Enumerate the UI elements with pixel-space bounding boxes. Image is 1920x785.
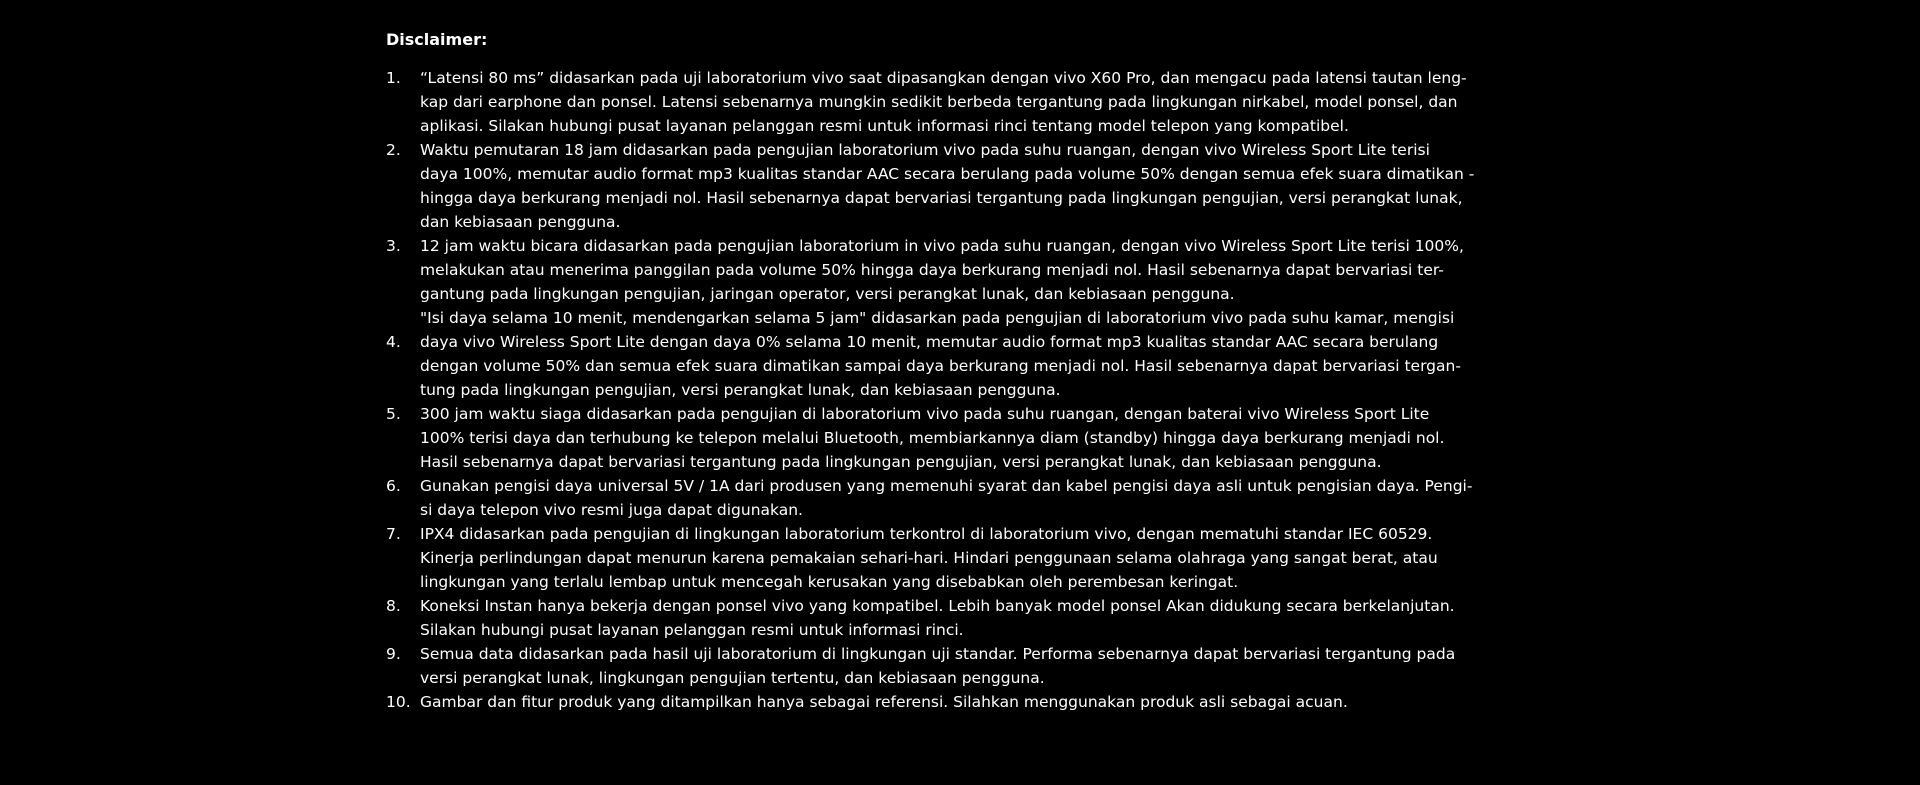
disclaimer-item — [386, 690, 1551, 714]
disclaimer-item-text — [420, 522, 1551, 594]
disclaimer-item — [386, 306, 1551, 402]
disclaimer-item-text — [420, 642, 1551, 690]
disclaimer-item-line: IPX4 didasarkan pada pengujian di lingkungan laboratorium terkontrol di laboratorium vivo, dengan mematuhi standar IEC 60529. — [420, 525, 1433, 543]
disclaimer-item — [386, 642, 1551, 690]
disclaimer-item-line: 300 jam waktu siaga didasarkan pada pengujian di laboratorium vivo pada suhu ruangan, dengan baterai vivo Wireless Sport Lite — [420, 405, 1430, 423]
disclaimer-item-number: 2. — [386, 141, 401, 159]
disclaimer-item-line: tung pada lingkungan pengujian, versi perangkat lunak, dan kebiasaan pengguna. — [420, 381, 1061, 399]
disclaimer-item — [386, 234, 1551, 306]
disclaimer-item-line: si daya telepon vivo resmi juga dapat digunakan. — [420, 501, 803, 519]
disclaimer-item-line: Waktu pemutaran 18 jam didasarkan pada pengujian laboratorium vivo pada suhu ruangan, dengan vivo Wireless Sport Lite terisi — [420, 141, 1430, 159]
disclaimer-item-line: 100% terisi daya dan terhubung ke telepon melalui Bluetooth, membiarkannya diam (standby) hingga daya berkurang menjadi nol. — [420, 429, 1445, 447]
disclaimer-item-line: daya 100%, memutar audio format mp3 kualitas standar AAC secara berulang pada volume 50% dengan semua efek suara dimatikan - — [420, 165, 1475, 183]
disclaimer-title: Disclaimer: — [386, 30, 488, 49]
disclaimer-section — [386, 28, 1551, 714]
disclaimer-item-number: 9. — [386, 645, 401, 663]
disclaimer-item-line: “Latensi 80 ms” didasarkan pada uji laboratorium vivo saat dipasangkan dengan vivo X60 Pro, dan mengacu pada latensi tautan leng- — [420, 69, 1467, 87]
disclaimer-item-number: 5. — [386, 405, 401, 423]
disclaimer-item — [386, 522, 1551, 594]
disclaimer-item-line: "Isi daya selama 10 menit, mendengarkan selama 5 jam" didasarkan pada pengujian di laboratorium vivo pada suhu kamar, mengisi — [420, 309, 1455, 327]
disclaimer-item-line: kap dari earphone dan ponsel. Latensi sebenarnya mungkin sedikit berbeda tergantung pada lingkungan nirkabel, model ponsel, dan — [420, 93, 1458, 111]
disclaimer-item-text — [420, 306, 1551, 402]
disclaimer-item-line: aplikasi. Silakan hubungi pusat layanan pelanggan resmi untuk informasi rinci tentang model telepon yang kompatibel. — [420, 117, 1349, 135]
disclaimer-item-text — [420, 474, 1551, 522]
disclaimer-item-line: Koneksi Instan hanya bekerja dengan ponsel vivo yang kompatibel. Lebih banyak model ponsel Akan didukung secara berkelanjutan. — [420, 597, 1455, 615]
disclaimer-item-number: 3. — [386, 237, 401, 255]
disclaimer-item — [386, 402, 1551, 474]
disclaimer-item-line: Kinerja perlindungan dapat menurun karena pemakaian sehari-hari. Hindari penggunaan selama olahraga yang sangat berat, atau — [420, 549, 1438, 567]
disclaimer-item-text — [420, 234, 1551, 306]
disclaimer-item-text — [420, 138, 1551, 234]
disclaimer-item — [386, 138, 1551, 234]
disclaimer-item-number: 8. — [386, 597, 401, 615]
disclaimer-item — [386, 474, 1551, 522]
disclaimer-item-number: 6. — [386, 477, 401, 495]
disclaimer-item-line: Gunakan pengisi daya universal 5V / 1A dari produsen yang memenuhi syarat dan kabel pengisi daya asli untuk pengisian daya. Pengi- — [420, 477, 1473, 495]
disclaimer-item — [386, 594, 1551, 642]
disclaimer-item-number: 10. — [386, 693, 411, 711]
disclaimer-item-line: Gambar dan fitur produk yang ditampilkan hanya sebagai referensi. Silahkan menggunakan produk asli sebagai acuan. — [420, 693, 1348, 711]
disclaimer-item-line: 12 jam waktu bicara didasarkan pada pengujian laboratorium in vivo pada suhu ruangan, dengan vivo Wireless Sport Lite terisi 100%, — [420, 237, 1464, 255]
disclaimer-item-line: dengan volume 50% dan semua efek suara dimatikan sampai daya berkurang menjadi nol. Hasil sebenarnya dapat bervariasi tergan- — [420, 357, 1461, 375]
disclaimer-item-line: Hasil sebenarnya dapat bervariasi tergantung pada lingkungan pengujian, versi perangkat lunak, dan kebiasaan pengguna. — [420, 453, 1382, 471]
disclaimer-item-line: Semua data didasarkan pada hasil uji laboratorium di lingkungan uji standar. Performa sebenarnya dapat bervariasi tergantung pada — [420, 645, 1456, 663]
disclaimer-item — [386, 66, 1551, 138]
disclaimer-item-line: gantung pada lingkungan pengujian, jaringan operator, versi perangkat lunak, dan kebiasaan pengguna. — [420, 285, 1235, 303]
disclaimer-item-line: melakukan atau menerima panggilan pada volume 50% hingga daya berkurang menjadi nol. Hasil sebenarnya dapat bervariasi ter- — [420, 261, 1444, 279]
disclaimer-item-text — [420, 402, 1551, 474]
disclaimer-item-line: Silakan hubungi pusat layanan pelanggan resmi untuk informasi rinci. — [420, 621, 964, 639]
disclaimer-item-text — [420, 594, 1551, 642]
disclaimer-item-line: daya vivo Wireless Sport Lite dengan daya 0% selama 10 menit, memutar audio format mp3 kualitas standar AAC secara berulang — [420, 333, 1439, 351]
disclaimer-item-text — [420, 66, 1551, 138]
disclaimer-item-text — [420, 690, 1551, 714]
disclaimer-item-line: dan kebiasaan pengguna. — [420, 213, 621, 231]
disclaimer-item-line: versi perangkat lunak, lingkungan pengujian tertentu, dan kebiasaan pengguna. — [420, 669, 1045, 687]
disclaimer-item-number: 7. — [386, 525, 401, 543]
disclaimer-item-number: 1. — [386, 69, 401, 87]
disclaimer-list — [386, 66, 1551, 714]
disclaimer-item-number: 4. — [386, 333, 401, 351]
disclaimer-item-line: hingga daya berkurang menjadi nol. Hasil sebenarnya dapat bervariasi tergantung pada lingkungan pengujian, versi perangkat lunak, — [420, 189, 1463, 207]
disclaimer-item-line: lingkungan yang terlalu lembap untuk mencegah kerusakan yang disebabkan oleh perembesan keringat. — [420, 573, 1239, 591]
